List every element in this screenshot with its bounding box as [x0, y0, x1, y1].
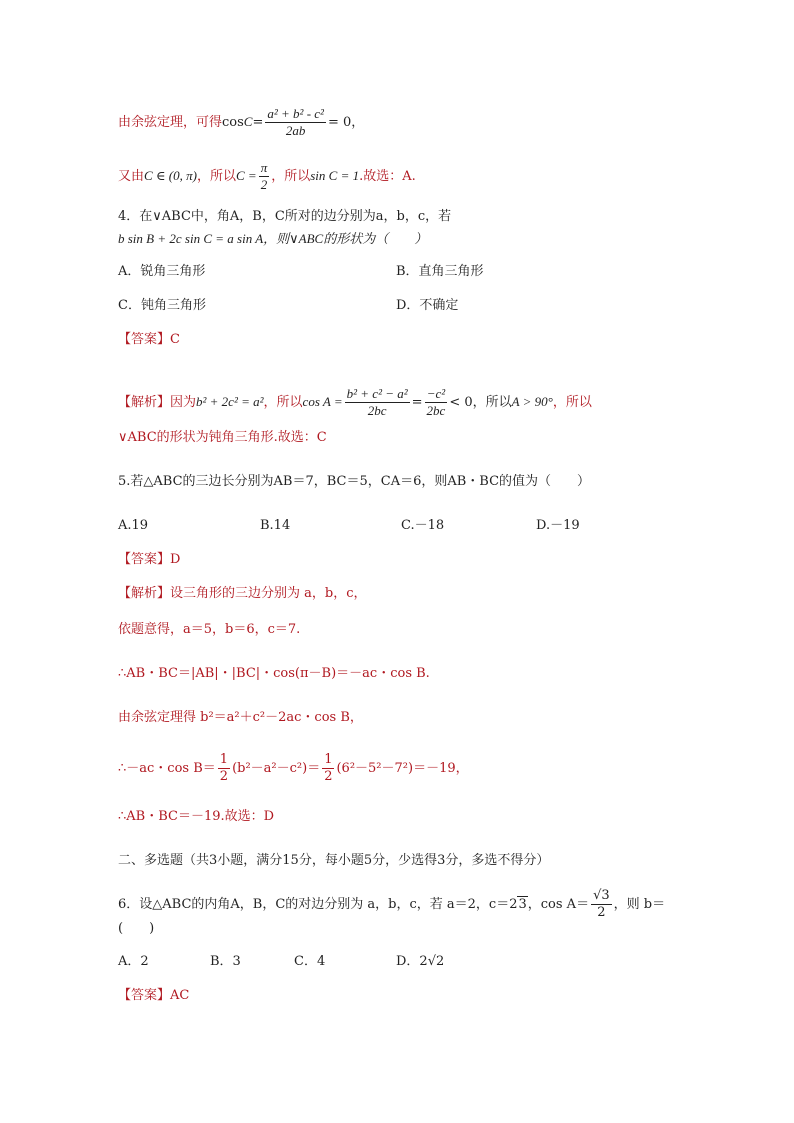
q4-option-b: B．直角三角形 — [396, 264, 484, 279]
q5-exp5-prefix: ∴－ac・cos B＝ — [118, 761, 216, 776]
q4-exp-mid: ，所以 — [263, 395, 303, 410]
q4-option-c: C．钝角三角形 — [118, 298, 206, 313]
q4-exp-equation: b² + 2c² = a² — [196, 394, 264, 409]
q4-num1: b² + c² − a² — [346, 386, 408, 401]
cosine-tail: = 0， — [327, 115, 365, 130]
q4-den2: 2bc — [426, 403, 446, 418]
q6-cos-fraction — [591, 888, 612, 921]
q5-exp4: 由余弦定理得 b²＝a²＋c²－2ac・cos B， — [118, 710, 363, 725]
line-c-range — [118, 160, 416, 193]
equals: = — [252, 115, 264, 130]
pi: π — [260, 160, 268, 175]
sin-c-result: sin C = 1 — [310, 168, 360, 183]
c-range-mid2: ，所以 — [271, 169, 311, 184]
q5-option-d: D.－19 — [536, 518, 580, 533]
q6-option-b: B．3 — [210, 954, 241, 969]
var-c: C — [243, 114, 253, 129]
q5-exp5-mid1: (b²－a²－c²)＝ — [232, 761, 321, 776]
half-den-1: 2 — [219, 769, 229, 784]
c-range-set: C ∈ (0, π) — [144, 168, 197, 183]
cosine-fraction — [265, 106, 326, 139]
q5-stem: 5.若△ABC的三边长分别为AB＝7，BC＝5，CA＝6，则AB・BC的值为（ ） — [118, 474, 591, 489]
q5-answer: 【答案】D — [118, 552, 181, 567]
line-cosine-law — [118, 106, 364, 139]
c-range-prefix: 又由 — [118, 169, 145, 184]
q4-option-d: D．不确定 — [396, 298, 459, 313]
half-fraction-2 — [322, 752, 334, 785]
q6-stem-tail: ，则 b＝ — [613, 897, 666, 912]
q5-exp5 — [118, 752, 469, 785]
c-equals: C = — [236, 168, 257, 183]
q6-option-c: C．4 — [294, 954, 326, 969]
q4-exp-line2: ∨ABC的形状为钝角三角形.故选：C — [118, 430, 327, 445]
half-num-2: 1 — [324, 752, 333, 767]
q6-sqrt-three: 3 — [518, 897, 527, 912]
half-den-2: 2 — [324, 769, 333, 784]
q4-num2: −c² — [425, 386, 448, 403]
q5-option-a: A.19 — [118, 518, 149, 533]
q6-frac-den: 2 — [597, 905, 606, 920]
q4-exp-tail3: ，所以 — [552, 395, 592, 410]
q6-option-d: D．2√2 — [396, 954, 445, 969]
q4-exp-prefix: 【解析】因为 — [118, 395, 197, 410]
q4-option-a: A．锐角三角形 — [118, 264, 206, 279]
q5-option-b: B.14 — [260, 518, 291, 533]
c-range-mid: ，所以 — [196, 169, 236, 184]
q5-exp6: ∴AB・BC＝－19.故选：D — [118, 809, 275, 824]
q4-line1: 4．在∨ABC中，角A，B，C所对的边分别为a，b，c，若 — [118, 209, 452, 224]
q4-fraction-1 — [345, 386, 410, 419]
c-range-tail: .故选：A. — [359, 169, 416, 184]
q4-line2: b sin B + 2c sin C = a sin A，则∨ABC的形状为（ ） — [118, 231, 428, 246]
section-multi-choice-heading: 二、多选题（共3小题，满分15分，每小题5分，少选得3分，多选不得分） — [118, 853, 550, 868]
q6-option-a: A．2 — [118, 954, 149, 969]
q6-frac-num: √3 — [593, 888, 610, 903]
q6-stem-prefix: 6．设△ABC的内角A，B，C的对边分别为 a，b，c，若 a＝2，c＝2 — [118, 897, 518, 912]
half-num-1: 1 — [219, 752, 229, 767]
cosine-denominator: 2ab — [285, 123, 306, 138]
q4-explanation: 【解析】因为b² + 2c² = a²，所以cos A = $\frac{\text{b² + c² − a²}}{2bc}$ = $\frac{\text{−c²}}{2bc}$ < 0，所以A > 90°，所以 — [118, 386, 592, 418]
q6-answer: 【答案】AC — [118, 988, 190, 1003]
half-fraction-1 — [218, 752, 230, 785]
q4-cos-a: cos A = — [302, 394, 343, 409]
two: 2 — [260, 177, 268, 192]
q5-option-c: C.－18 — [401, 518, 445, 533]
q5-exp2: 依题意得，a＝5，b＝6，c＝7. — [118, 622, 301, 637]
q5-exp1: 【解析】设三角形的三边分别为 a，b，c， — [118, 586, 367, 601]
q5-exp5-mid2: (6²－5²－7²)＝－19， — [336, 761, 469, 776]
q4-exp-tail1: < 0，所以 — [449, 395, 512, 410]
cosine-law-prefix: 由余弦定理，可得 — [118, 115, 223, 130]
q4-exp-tail2: A > 90° — [511, 394, 553, 409]
q4-answer: 【答案】C — [118, 332, 180, 347]
q6-stem — [118, 888, 665, 921]
cosine-numerator: a² + b² - c² — [267, 106, 324, 121]
q5-exp3: ∴AB・BC＝|AB|・|BC|・cos(π－B)＝－ac・cos B. — [118, 666, 430, 681]
q6-stem-mid: ，cos A＝ — [527, 897, 590, 912]
q4-den1: 2bc — [367, 403, 387, 418]
cos-text: cos — [222, 115, 244, 130]
q6-stem-line2: ( ) — [118, 921, 155, 936]
pi-half-fraction — [259, 160, 270, 193]
q4-fraction-2 — [425, 386, 448, 419]
